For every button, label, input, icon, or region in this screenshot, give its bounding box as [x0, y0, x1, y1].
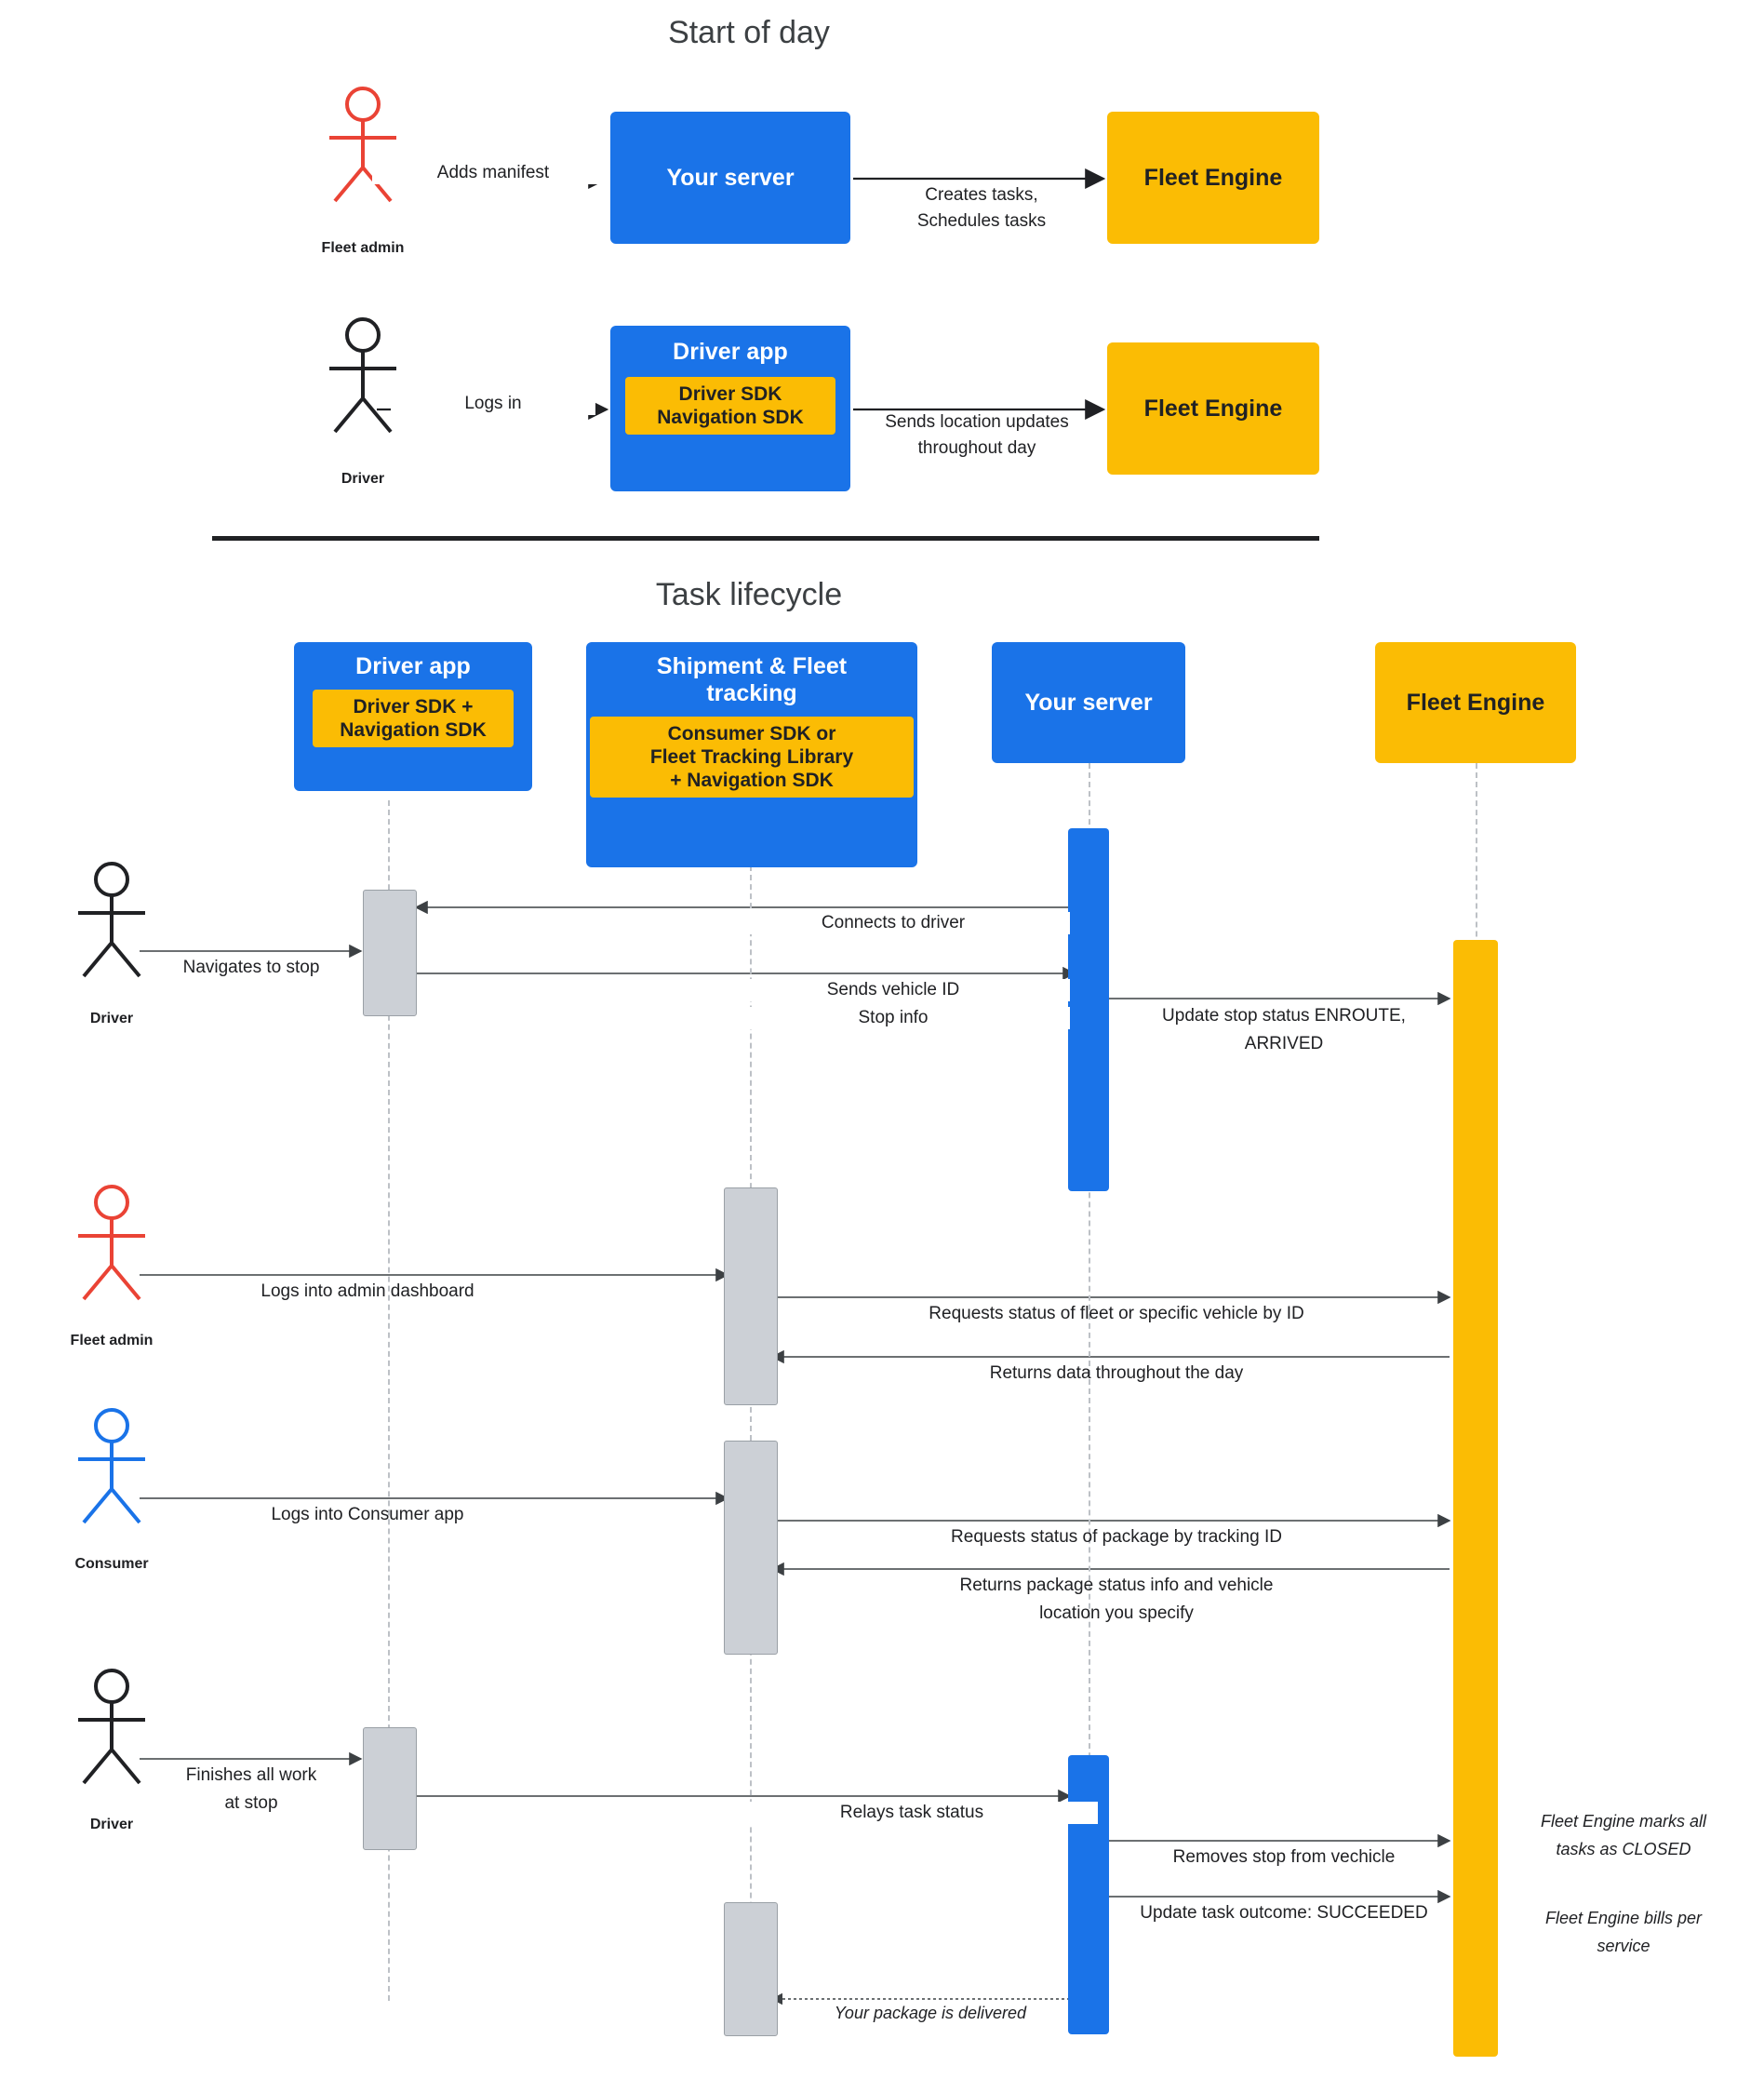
col-tracking-sdk-line2: Fleet Tracking Library — [649, 745, 854, 768]
fleet-engine-box-1 — [1107, 112, 1319, 244]
col-tracking-sdk-line1: Consumer SDK or — [667, 722, 836, 744]
activation-driver-app-1 — [363, 890, 417, 1016]
col-fleet-engine-title: Fleet Engine — [1406, 689, 1545, 716]
col-tracking-title-line1: Shipment & Fleet — [656, 653, 848, 679]
edge-label-sends-location-1: Sends location updates — [885, 412, 1069, 432]
edge-label-adds-manifest: Adds manifest — [372, 162, 614, 184]
consumer-figure — [56, 1407, 167, 1528]
fleet-engine-title-1: Fleet Engine — [1143, 164, 1283, 191]
your-server-title-1: Your server — [666, 164, 795, 191]
col-tracking-sdk — [590, 717, 914, 798]
note-closed-line2: tasks as CLOSED — [1556, 1840, 1691, 1858]
col-driver-sdk-line1: Driver SDK + — [353, 695, 474, 718]
note-closed-line1: Fleet Engine marks all — [1540, 1812, 1707, 1831]
task-lifecycle-title: Task lifecycle — [655, 577, 843, 612]
col-driver-sdk-line2: Navigation SDK — [340, 718, 487, 741]
edge-label-creates-tasks-1: Creates tasks, — [925, 185, 1038, 205]
activation-tracking-1 — [724, 1187, 778, 1405]
activation-tracking-3 — [724, 1902, 778, 2036]
msg-removes-stop-from-vehicle: Removes stop from vechicle — [1172, 1847, 1396, 1867]
col-driver-app-box — [294, 642, 532, 791]
msg-requests-status-of-package: Requests status of package by tracking ID — [951, 1527, 1282, 1547]
actor-label-consumer: Consumer — [74, 1556, 149, 1572]
actor-label-driver-2: Driver — [89, 1817, 134, 1832]
col-tracking-box — [586, 642, 917, 867]
activation-your-server-1 — [1068, 828, 1109, 1191]
actor-label-fleet-admin: Fleet admin — [70, 1333, 154, 1348]
msg-returns-data-throughout-day: Returns data throughout the day — [989, 1363, 1244, 1383]
activation-fleet-engine — [1453, 940, 1498, 2057]
msg-stop-info: Stop info — [716, 1007, 1070, 1029]
edge-label-sends-location-2: throughout day — [917, 438, 1036, 458]
col-tracking-sdk-line3: + Navigation SDK — [670, 769, 834, 791]
msg-relays-task-status: Relays task status — [726, 1802, 1098, 1824]
note-bills-line1: Fleet Engine bills per — [1544, 1909, 1703, 1927]
edge-label-creates-tasks-2: Schedules tasks — [916, 211, 1047, 231]
fleet-admin-label-1: Fleet admin — [321, 240, 405, 256]
actor-label-driver-1: Driver — [89, 1011, 134, 1026]
msg-finishes-all-work-1: Finishes all work — [185, 1765, 317, 1785]
msg-requests-status-of-fleet: Requests status of fleet or specific vehicle by ID — [929, 1304, 1304, 1323]
msg-logs-into-consumer-app: Logs into Consumer app — [271, 1505, 464, 1524]
activation-your-server-2 — [1068, 1755, 1109, 2034]
msg-connects-to-driver: Connects to driver — [716, 912, 1070, 934]
col-tracking-title-line2: tracking — [706, 679, 797, 706]
driver-app-sdk-1 — [625, 377, 835, 435]
msg-logs-into-admin-dashboard: Logs into admin dashboard — [261, 1281, 474, 1301]
lifeline-shipment-fleet-tracking — [750, 865, 752, 2001]
msg-returns-package-status-2: location you specify — [1039, 1603, 1194, 1623]
msg-navigates-to-stop: Navigates to stop — [182, 958, 320, 977]
fleet-admin-figure-1 — [307, 86, 419, 207]
col-your-server-box — [992, 642, 1185, 763]
msg-your-package-is-delivered: Your package is delivered — [834, 2004, 1027, 2022]
note-bills-line2: service — [1597, 1937, 1650, 1955]
col-driver-app-sdk — [313, 690, 514, 747]
msg-update-stop-status-1: Update stop status ENROUTE, — [1162, 1006, 1406, 1026]
msg-update-stop-status-2: ARRIVED — [1244, 1034, 1324, 1053]
driver-label-1: Driver — [341, 471, 385, 487]
your-server-box-1 — [610, 112, 850, 244]
fleet-engine-title-2: Fleet Engine — [1143, 395, 1283, 422]
navigation-sdk-label-1: Navigation SDK — [657, 406, 804, 428]
edge-label-logs-in: Logs in — [391, 393, 595, 415]
msg-returns-package-status-1: Returns package status info and vehicle — [959, 1576, 1274, 1595]
driver-app-title-1: Driver app — [673, 339, 788, 365]
driver-figure-1 — [307, 316, 419, 437]
msg-sends-vehicle-id: Sends vehicle ID — [716, 979, 1070, 1001]
activation-tracking-2 — [724, 1441, 778, 1655]
fleet-engine-box-2 — [1107, 342, 1319, 475]
driver-app-box-1 — [610, 326, 850, 491]
col-driver-app-title: Driver app — [355, 653, 471, 679]
driver-sdk-label-1: Driver SDK — [678, 382, 782, 405]
fleet-admin-figure-2 — [56, 1184, 167, 1305]
activation-driver-app-2 — [363, 1727, 417, 1850]
col-your-server-title: Your server — [1024, 689, 1153, 716]
col-fleet-engine-box — [1375, 642, 1576, 763]
start-of-day-title: Start of day — [668, 15, 830, 50]
msg-update-task-outcome: Update task outcome: SUCCEEDED — [1140, 1903, 1428, 1923]
msg-finishes-all-work-2: at stop — [224, 1793, 278, 1813]
